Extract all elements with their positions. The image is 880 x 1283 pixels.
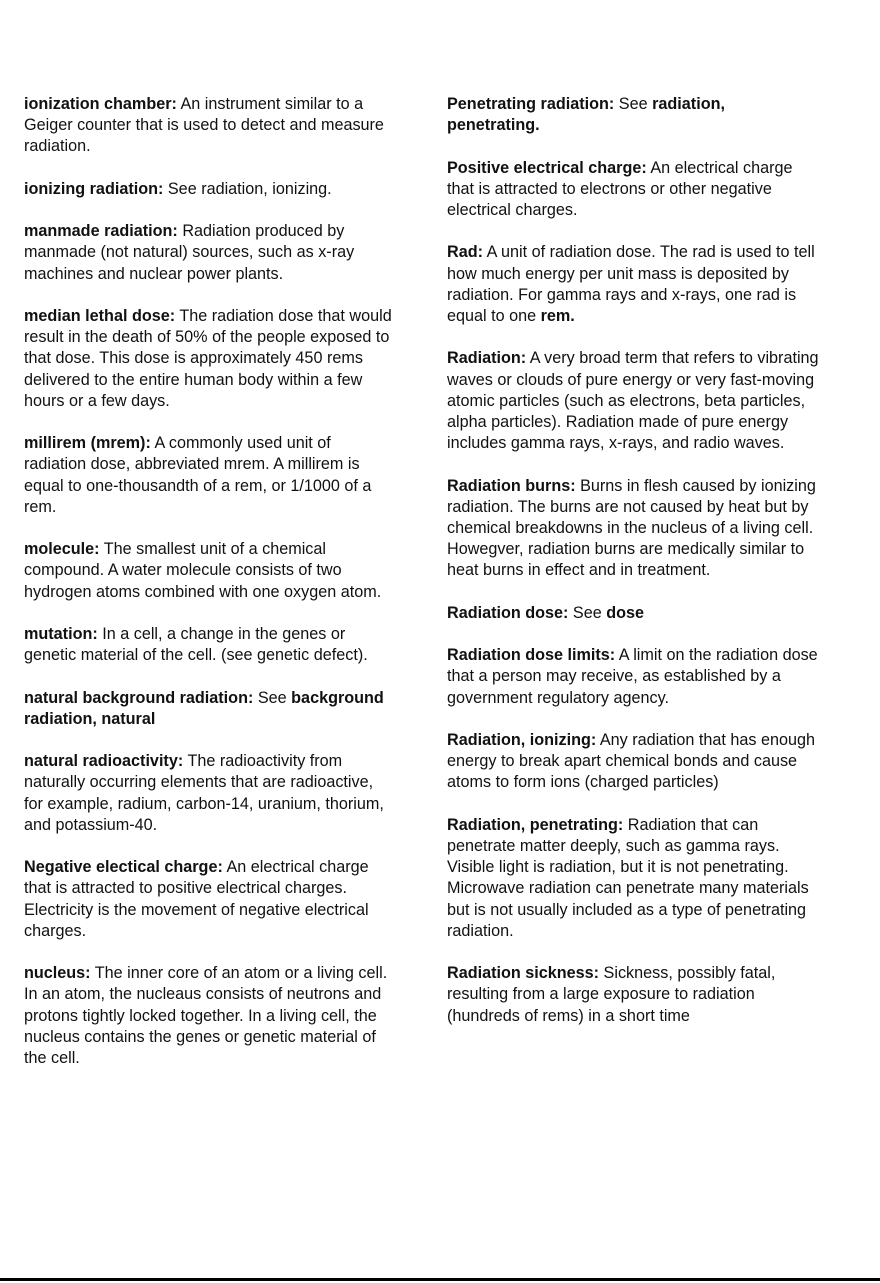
glossary-definition: See [568, 603, 607, 622]
glossary-entry [24, 94, 396, 158]
glossary-entry [447, 603, 819, 624]
glossary-term: Radiation dose limits: [447, 646, 616, 665]
glossary-entry [447, 94, 819, 136]
glossary-definition: See [253, 688, 292, 707]
glossary-column-right [447, 94, 819, 1048]
glossary-term: Negative electical charge: [24, 858, 223, 877]
glossary-entry [24, 963, 396, 1069]
glossary-term: Penetrating radiation: [447, 95, 615, 113]
glossary-entry [447, 963, 819, 1027]
glossary-entry [24, 179, 396, 200]
glossary-cross-reference: rem. [540, 307, 575, 325]
glossary-definition: Sickness, possibly fatal, resulting from a large exposure to radiation (hundreds of rems) in a short time [447, 964, 776, 1025]
glossary-term: manmade radiation: [24, 222, 178, 241]
glossary-term: Radiation, ionizing: [447, 730, 597, 749]
glossary-definition: See radiation, ionizing. [163, 179, 332, 198]
glossary-term: Positive electrical charge: [447, 158, 647, 177]
glossary-column-left [24, 94, 396, 1090]
glossary-term: natural radioactivity: [24, 752, 184, 771]
glossary-entry [24, 751, 396, 836]
glossary-entry [447, 815, 819, 942]
glossary-entry [24, 221, 396, 285]
glossary-term: ionizing radiation: [24, 179, 164, 198]
glossary-cross-reference: radiation, penetrating. [447, 95, 725, 135]
glossary-term: nucleus: [24, 964, 91, 983]
glossary-definition: See [614, 95, 653, 113]
glossary-entry [447, 476, 819, 582]
glossary-term: Radiation burns: [447, 476, 576, 495]
glossary-entry [24, 539, 396, 603]
glossary-term: Radiation: [447, 349, 527, 368]
glossary-term: Radiation, penetrating: [447, 815, 624, 834]
glossary-definition: The radioactivity from naturally occurring elements that are radioactive, for example, radium, carbon-14, uranium, thorium, and potassium-40. [24, 752, 384, 834]
glossary-definition: Radiation produced by manmade (not natural) sources, such as x-ray machines and nuclear power plants. [24, 222, 355, 283]
glossary-entry [447, 730, 819, 794]
glossary-definition: An instrument similar to a Geiger counter that is used to detect and measure radiation. [24, 95, 384, 156]
glossary-term: natural background radiation: [24, 688, 254, 707]
glossary-term: mutation: [24, 624, 98, 643]
glossary-definition: An electrical charge that is attracted to electrons or other negative electrical charges. [447, 158, 793, 219]
glossary-definition: Any radiation that has enough energy to break apart chemical bonds and cause atoms to form ions (charged particles) [447, 730, 815, 792]
glossary-term: Radiation sickness: [447, 964, 600, 983]
glossary-definition: An electrical charge that is attracted to positive electrical charges. Electricity is the movement of negative electrical charges. [24, 858, 369, 940]
glossary-definition: In a cell, a change in the genes or genetic material of the cell. (see genetic defect). [24, 624, 368, 665]
glossary-definition: Burns in flesh caused by ionizing radiation. The burns are not caused by heat but by chemical breakdowns in the nucleus of a living cell. Howegver, radiation burns are medically similar to heat burns in effect and in treatment. [447, 476, 816, 580]
glossary-cross-reference: dose [606, 603, 645, 622]
glossary-term: Radiation dose: [447, 603, 569, 622]
glossary-entry [447, 242, 819, 327]
glossary-term: median lethal dose: [24, 306, 176, 325]
glossary-entry [24, 306, 396, 412]
glossary-term: Rad: [447, 243, 483, 262]
glossary-definition: Radiation that can penetrate matter deeply, such as gamma rays. Visible light is radiation, but it is not penetrating. Microwave radiation can penetrate many materials but is not usually included as a type of penetrating radiation. [447, 815, 809, 940]
glossary-definition: The smallest unit of a chemical compound. A water molecule consists of two hydrogen atoms combined with one oxygen atom. [24, 540, 382, 601]
glossary-entry [24, 688, 396, 730]
page-bottom-border [0, 1278, 880, 1281]
glossary-cross-reference: background radiation, natural [24, 688, 384, 728]
glossary-term: ionization chamber: [24, 95, 177, 113]
glossary-entry [447, 645, 819, 709]
glossary-definition: A limit on the radiation dose that a person may receive, as established by a government regulatory agency. [447, 646, 818, 707]
glossary-definition: A very broad term that refers to vibrating waves or clouds of pure energy or very fast-moving atomic particles (such as electrons, beta particles, alpha particles). Radiation made of pure energy includes gamma rays, x-rays, and radio waves. [447, 349, 819, 453]
glossary-term: molecule: [24, 540, 100, 559]
glossary-definition: A commonly used unit of radiation dose, abbreviated mrem. A millirem is equal to one-thousandth of a rem, or 1/1000 of a rem. [24, 434, 372, 516]
glossary-term: millirem (mrem): [24, 434, 151, 453]
glossary-entry [24, 624, 396, 666]
glossary-entry [24, 433, 396, 518]
glossary-entry [24, 857, 396, 942]
glossary-definition: The radiation dose that would result in the death of 50% of the people exposed to that dose. This dose is approximately 450 rems delivered to the entire human body within a few hours or a few days. [24, 306, 392, 410]
glossary-entry [447, 348, 819, 454]
glossary-entry [447, 158, 819, 222]
glossary-definition: The inner core of an atom or a living cell. In an atom, the nucleaus consists of neutrons and protons tightly locked together. In a living cell, the nucleus contains the genes or genetic material of the cell. [24, 964, 388, 1067]
glossary-definition: A unit of radiation dose. The rad is used to tell how much energy per unit mass is deposited by radiation. For gamma rays and x-rays, one rad is equal to one [447, 243, 815, 325]
